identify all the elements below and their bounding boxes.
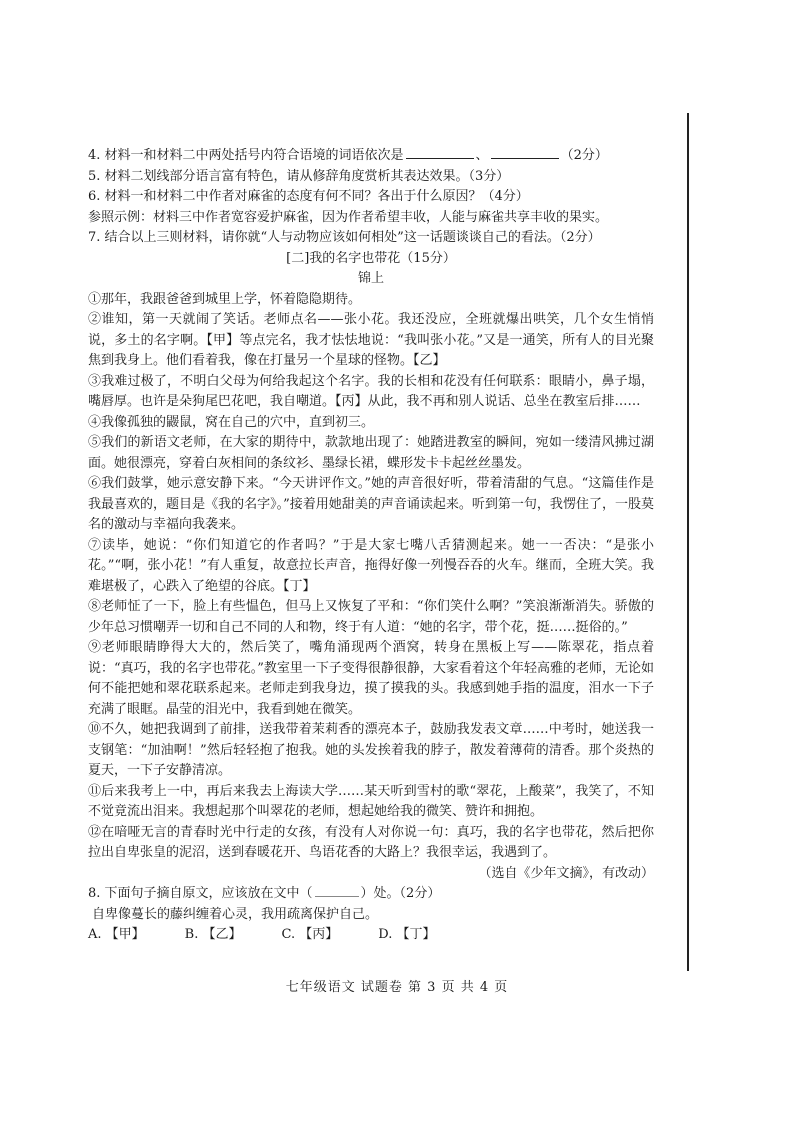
section-author: 锦上 bbox=[357, 271, 384, 286]
question-8-sentence: 自卑像蔓长的藤纠缠着心灵，我用疏离保护自己。 bbox=[92, 906, 379, 922]
option-b: B. 【乙】 bbox=[184, 927, 242, 942]
section-heading: [二]我的名字也带花（15分） bbox=[286, 250, 456, 266]
paragraph-2: ②谁知，第一天就闹了笑话。老师点名——张小花。我还没应，全班就爆出哄笑，几个女生悄悄说，多土的名字啊。【甲】等点完名，我才怯怯地说：“我叫张小花。”又是一通笑，所有人的目光聚焦到我身上。他们看着我，像在打量另一个星球的怪物。【乙】 bbox=[88, 312, 654, 368]
question-8: 8. 下面句子摘自原文，应该放在文中（ ）处。（2分） bbox=[88, 886, 441, 901]
answer-paren-blank bbox=[315, 896, 359, 897]
source-note: （选自《少年文摘》，有改动） bbox=[478, 865, 654, 881]
option-d: D. 【丁】 bbox=[378, 927, 436, 942]
question-7: 7. 结合以上三则材料，请你就“人与动物应该如何相处”这一话题谈谈自己的看法。（2分） bbox=[88, 230, 601, 245]
paragraph-9: ⑨老师眼睛睁得大大的，然后笑了，嘴角涌现两个酒窝，转身在黑板上写——陈翠花，指点着说：“真巧，我的名字也带花。”教室里一下子变得很静很静，大家看着这个年轻高雅的老师，无论如何不能把她和翠花联系起来。老师走到我身边，摸了摸我的头。我感到她手指的温度，泪水一下子充满了眼眶。晶莹的泪光中，我看到她在微笑。 bbox=[88, 640, 654, 717]
page-footer: 七年级语文 试题卷 第 3 页 共 4 页 bbox=[285, 980, 509, 995]
paragraph-5: ⑤我们的新语文老师，在大家的期待中，款款地出现了：她踏进教室的瞬间，宛如一缕清风拂过湖面。她很漂亮，穿着白灰相间的条纹衫、墨绿长裙，蝶形发卡卡起丝丝墨发。 bbox=[88, 435, 654, 471]
question-4: 4. 材料一和材料二中两处括号内符合语境的词语依次是 、 （2分） bbox=[88, 148, 608, 163]
paragraph-6: ⑥我们鼓掌，她示意安静下来。“今天讲评作文。”她的声音很好听，带着清甜的气息。“这篇佳作是我最喜欢的，题目是《我的名字》。”接着用她甜美的声音诵读起来。听到第一句，我愣住了，一股莫名的激动与幸福向我袭来。 bbox=[88, 476, 654, 532]
margin-rule bbox=[687, 113, 689, 971]
question-8-options bbox=[88, 925, 654, 946]
answer-blank-2 bbox=[491, 146, 559, 159]
paragraph-11: ⑪后来我考上一中，再后来我去上海读大学……某天听到雪村的歌“翠花，上酸菜”，我笑了，不知不觉竟流出泪来。我想起那个叫翠花的老师，想起她给我的微笑、赞许和拥抱。 bbox=[88, 783, 654, 819]
paragraph-1: ①那年，我跟爸爸到城里上学，怀着隐隐期待。 bbox=[88, 291, 362, 307]
option-c: C. 【丙】 bbox=[281, 927, 339, 942]
paragraph-8: ⑧老师怔了一下，脸上有些愠色，但马上又恢复了平和：“你们笑什么啊？”笑浪渐渐消失。骄傲的少年总习惯嘲弄一切和自己不同的人和物，终于有人道：“她的名字，带个花，挺……挺俗的。” bbox=[88, 599, 654, 635]
paragraph-12: ⑫在喑哑无言的青春时光中行走的女孩，有没有人对你说一句：真巧，我的名字也带花，然后把你拉出自卑张皇的泥沼，送到春暖花开、鸟语花香的大路上？我很幸运，我遇到了。 bbox=[88, 824, 654, 860]
paragraph-10: ⑩不久，她把我调到了前排，送我带着茉莉香的漂亮本子，鼓励我发表文章……中考时，她送我一支钢笔：“加油啊！”然后轻轻抱了抱我。她的头发挨着我的脖子，散发着薄荷的清香。那个炎热的夏天，一下子安静清凉。 bbox=[88, 722, 654, 778]
paragraph-4: ④我像孤独的鼹鼠，窝在自己的穴中，直到初三。 bbox=[88, 414, 375, 430]
option-a: A. 【甲】 bbox=[88, 927, 145, 942]
question-5: 5. 材料二划线部分语言富有特色，请从修辞角度赏析其表达效果。（3分） bbox=[88, 168, 510, 184]
paragraph-7: ⑦读毕，她说：“你们知道它的作者吗？”于是大家七嘴八舌猜测起来。她一一否决：“是张小花。”“啊，张小花！”有人重复，故意拉长声音，拖得好像一列慢吞吞的火车。继而，全班大笑。我难堪极了，心跌入了绝望的谷底。【丁】 bbox=[88, 537, 654, 594]
page-content bbox=[88, 146, 654, 946]
paragraph-3: ③我难过极了，不明白父母为何给我起这个名字。我的长相和花没有任何联系：眼睛小，鼻子塌，嘴唇厚。也许是朵狗尾巴花吧，我自嘲道。【丙】从此，我不再和别人说话、总坐在教室后排…… bbox=[88, 373, 654, 409]
question-6: 6. 材料一和材料二中作者对麻雀的态度有何不同？各出于什么原因？（4分） bbox=[88, 189, 529, 204]
answer-blank-1 bbox=[406, 146, 474, 159]
question-6-reference: 参照示例：材料三中作者宽容爱护麻雀，因为作者希望丰收，人能与麻雀共享丰收的果实。 bbox=[88, 209, 609, 225]
